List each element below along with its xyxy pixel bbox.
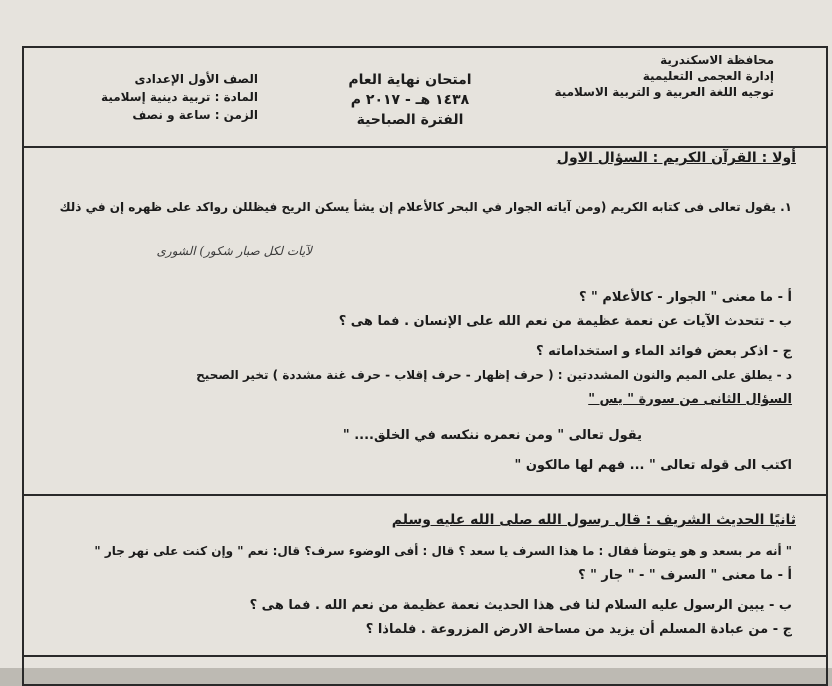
section1-title: أولا : القرآن الكريم : السؤال الاول xyxy=(556,150,796,166)
header-center xyxy=(320,70,500,130)
q3-item-a: أ - ما معنى " السرف " - " جار " ؟ xyxy=(578,568,792,583)
administration: إدارة العجمى التعليمية xyxy=(642,69,774,83)
header-left xyxy=(58,70,258,124)
header-right xyxy=(554,52,774,100)
bottom-divider xyxy=(22,655,828,657)
q1-continuation: لآيات لكل صبار شكور) الشورى xyxy=(156,244,312,258)
section-divider xyxy=(22,494,828,496)
grade: الصف الأول الإعدادى xyxy=(134,72,258,86)
exam-frame xyxy=(22,46,828,686)
q2-verse: يقول تعالى " ومن نعمره ننكسه في الخلق.... " xyxy=(342,428,642,443)
q2-instruction: اكتب الى قوله تعالى " ... فهم لها مالكون " xyxy=(514,458,792,473)
q3-item-b: ب - يبين الرسول عليه السلام لنا فى هذا الحديث نعمة عظيمة من نعم الله . فما هى ؟ xyxy=(249,598,792,613)
q1-item-d: د - يطلق على الميم والنون المشددتين : ( حرف إظهار - حرف إقلاب - حرف غنة مشددة ) تخير الصحيح xyxy=(196,368,792,382)
duration: الزمن : ساعة و نصف xyxy=(132,108,258,122)
q1-item-a: أ - ما معنى " الجوار - كالأعلام " ؟ xyxy=(578,290,792,305)
q1-item-b: ب - تتحدث الآيات عن نعمة عظيمة من نعم الله على الإنسان . فما هى ؟ xyxy=(338,314,792,329)
exam-period: الفترة الصباحية xyxy=(356,112,464,128)
q2-title: السؤال الثانى من سورة " يس " xyxy=(588,392,792,407)
governorate: محافظة الاسكندرية xyxy=(660,53,774,67)
header-divider xyxy=(22,146,828,148)
q3-item-c: ج - من عبادة المسلم أن يزيد من مساحة الارض المزروعة . فلماذا ؟ xyxy=(365,622,792,637)
exam-title: امتحان نهاية العام xyxy=(348,72,472,88)
q1-intro: ١. يقول تعالى فى كتابه الكريم (ومن آياته الجوار في البحر كالأعلام إن يشأ يسكن الريح فيظللن رواكد على ظهره إن في ذلك xyxy=(59,200,792,214)
department: توجيه اللغة العربية و التربية الاسلامية xyxy=(554,85,774,99)
hadith-text: " أنه مر بسعد و هو يتوضأ فقال : ما هذا السرف يا سعد ؟ قال : أفى الوضوء سرف؟ قال: نعم " وإن كنت على نهر جار " xyxy=(94,544,792,558)
exam-date: ١٤٣٨ هـ - ٢٠١٧ م xyxy=(350,92,470,108)
q1-item-c: ج - اذكر بعض فوائد الماء و استخداماته ؟ xyxy=(536,344,792,359)
section2-title: ثانيًا الحديث الشريف : قال رسول الله صلى الله عليه وسلم xyxy=(391,512,796,528)
subject: المادة : تربية دينية إسلامية xyxy=(101,90,258,104)
